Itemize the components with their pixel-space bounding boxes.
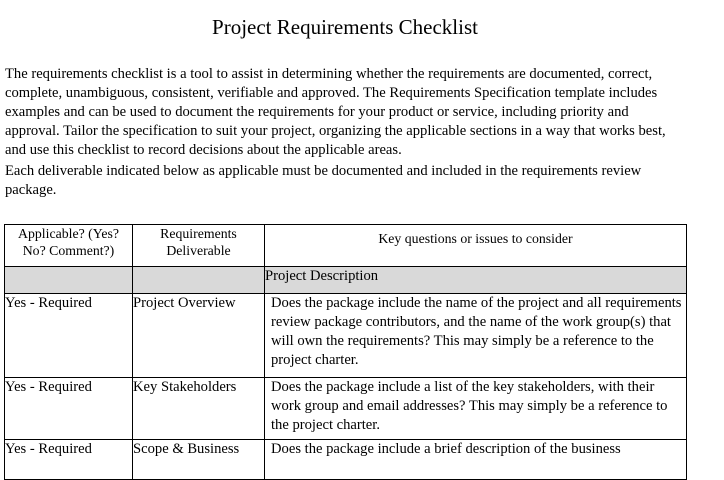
applicable-cell[interactable]: Yes - Required: [5, 440, 133, 480]
table-row: [5, 294, 687, 378]
question-cell: Does the package include a brief description of the business: [265, 440, 687, 480]
applicable-cell[interactable]: Yes - Required: [5, 294, 133, 378]
section-row-project-description: [5, 267, 687, 294]
header-applicable: Applicable? (Yes? No? Comment?): [5, 225, 133, 267]
table-row: [5, 440, 687, 480]
intro-paragraph: The requirements checklist is a tool to assist in determining whether the requirements are documented, correct, complete, unambiguous, consistent, verifiable and approved. The Requirements Specification template includes examples and can be used to document the requirements for your product or service, including priority and approval. Tailor the specification to suit your project, organizing the applicable sections in a way that works best, and use this checklist to record decisions about the applicable areas.: [5, 66, 666, 158]
document-title: Project Requirements Checklist: [212, 15, 478, 39]
section-cell-empty: [5, 267, 133, 294]
deliverable-cell: Scope & Business: [133, 440, 265, 480]
applicable-cell[interactable]: Yes - Required: [5, 378, 133, 440]
deliverable-cell: Project Overview: [133, 294, 265, 378]
header-deliverable: Requirements Deliverable: [133, 225, 265, 267]
section-label: Project Description: [265, 267, 687, 294]
question-cell: Does the package include a list of the key stakeholders, with their work group and email addresses? This may simply be a reference to the project charter.: [265, 378, 687, 440]
table-row: [5, 378, 687, 440]
header-questions: Key questions or issues to consider: [265, 225, 687, 267]
question-cell: Does the package include the name of the project and all requirements review package contributors, and the name of the work group(s) that will own the requirements? This may simply be a reference to the project charter.: [265, 294, 687, 378]
deliverable-cell: Key Stakeholders: [133, 378, 265, 440]
requirements-checklist-table: [4, 224, 687, 480]
section-cell-empty: [133, 267, 265, 294]
table-header-row: [5, 225, 687, 267]
instruction-paragraph: Each deliverable indicated below as applicable must be documented and included in the requirements review package.: [5, 163, 642, 198]
